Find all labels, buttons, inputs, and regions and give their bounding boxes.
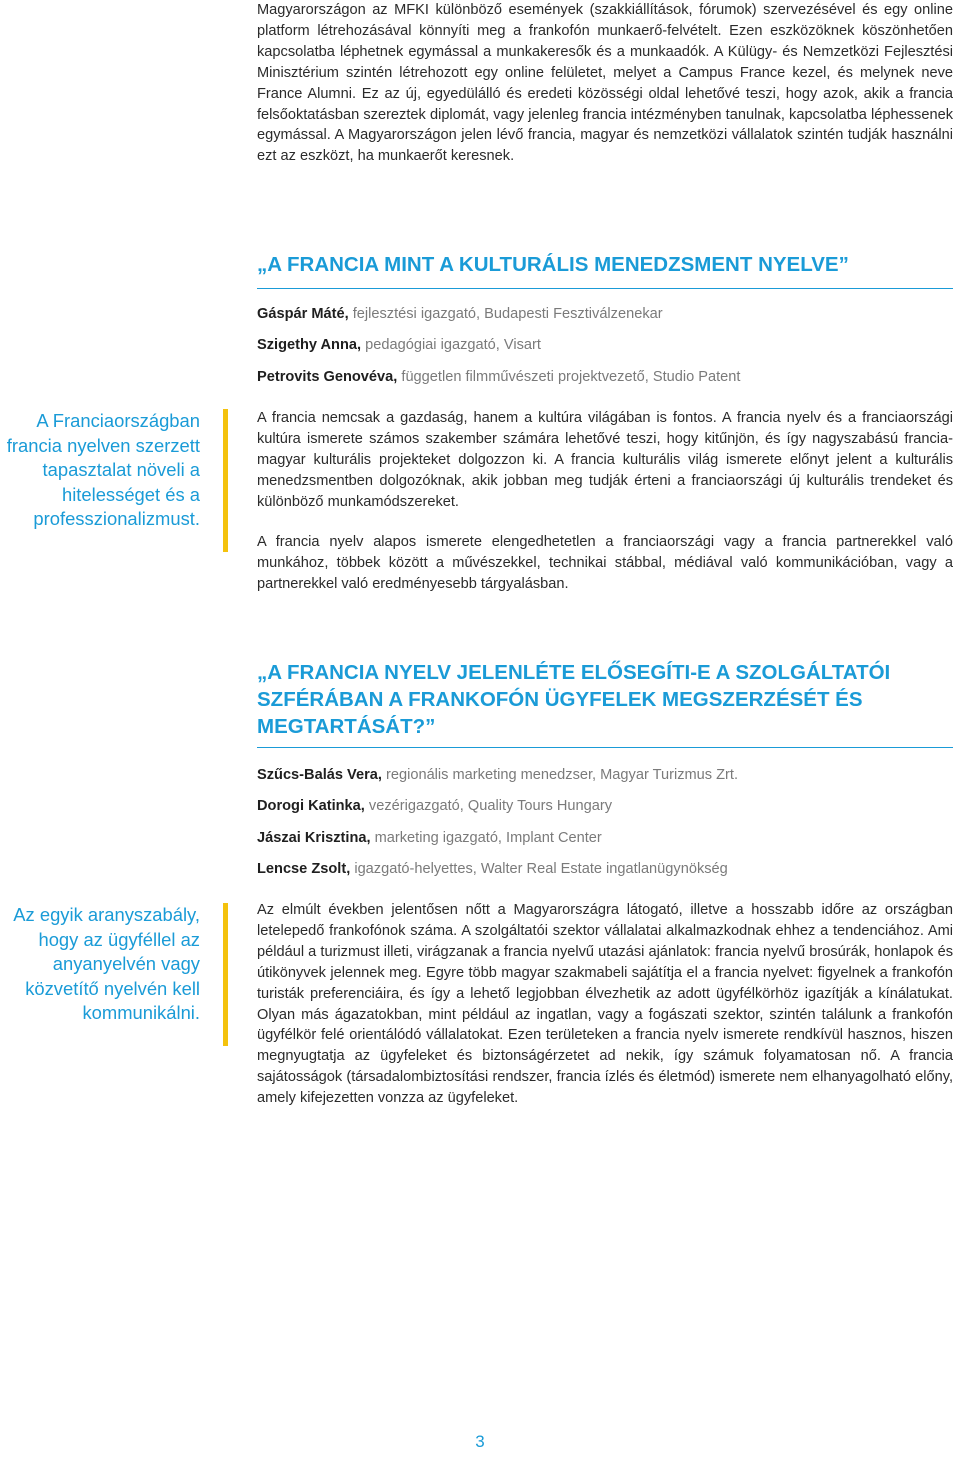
- speaker-line: [257, 335, 953, 355]
- speaker-name: Szűcs-Balás Vera,: [257, 767, 382, 783]
- speaker-name: Dorogi Katinka,: [257, 798, 365, 814]
- section-heading: „A FRANCIA MINT A KULTURÁLIS MENEDZSMENT NYELVE”: [257, 253, 849, 276]
- quote-bar: [223, 903, 228, 1046]
- speaker-role: független filmművészeti projektvezető, Studio Patent: [401, 369, 741, 385]
- speaker-role: regionális marketing menedzser, Magyar Turizmus Zrt.: [386, 767, 738, 783]
- speaker-line: [257, 828, 953, 848]
- speaker-role: fejlesztési igazgató, Budapesti Fesztiválzenekar: [352, 306, 663, 322]
- speaker-role: igazgató-helyettes, Walter Real Estate ingatlanügynökség: [354, 861, 728, 877]
- speaker-role: pedagógiai igazgató, Visart: [365, 337, 541, 353]
- speaker-name: Gáspár Máté,: [257, 306, 349, 322]
- body-paragraph: A francia nyelv alapos ismerete elengedhetetlen a franciaországi vagy a francia partnerekkel való munkához, többek között a művészekkel, technikai stábbal, médiával való kommunikációban, vagy a partnerekkel való eredményesebb tárgyalásban.: [257, 534, 953, 592]
- intro-paragraph: Magyarországon az MFKI különböző események (szakkiállítások, fórumok) szervezésével és egy online platform létrehozásával könnyíti meg a frankofón munkaerő-felvételt. Ezen eszközöknek köszönhetően kapcsolatba léphetnek egymással a munkakeresők és a munkaadók. A Külügy- és Nemzetközi Fejlesztési Minisztérium szintén létrehozott egy online felületet, melyet a Campus France kezel, és melynek neve France Alumni. Ez az új, egyedülálló és eredeti közösségi oldal lehetővé teszi, hogy azok, akik a francia felsőoktatásban szereztek diplomát, vagy jelenleg francia intézményben tanulnak, kapcsolatba léphessenek egymással. A Magyarországon jelen lévő francia, magyar és nemzetközi vállalatok szintén tudják használni ezt az eszközt, ha munkaerőt keresnek.: [257, 2, 953, 165]
- speaker-name: Jászai Krisztina,: [257, 830, 371, 846]
- heading-underline: [257, 747, 953, 748]
- body-paragraph: A francia nemcsak a gazdaság, hanem a kultúra világában is fontos. A francia nyelv és a franciaországi kultúra ismerete számos szakember számára lehetővé teszi, hogy kitűnjön, és így nagyszabású francia-magyar kulturális projekteket dolgozzon ki. A francia kulturális világ ismerete előnyt jelent a kulturális menedzsmentben dolgozóknak, akik jobban meg tudják érteni a franciaországi új kulturális trendeket és különböző munkamódszereket.: [257, 410, 953, 510]
- speaker-line: [257, 367, 953, 387]
- section-heading: „A FRANCIA NYELV JELENLÉTE ELŐSEGÍTI-E A SZOLGÁLTATÓI SZFÉRÁBAN A FRANKOFÓN ÜGYFELEK MEGSZERZÉSÉT ÉS MEGTARTÁSÁT?”: [257, 661, 891, 738]
- body-paragraph: Az elmúlt években jelentősen nőtt a Magyarországra látogató, illetve a hosszabb időre az országban letelepedő frankofónok száma. A szolgáltatói szektor vállalatai alkalmazkodnak ehhez a tendenciához. Ami például a turizmust illeti, virágzanak a francia nyelvű utazási ajánlatok: francia nyelvű brosúrák, honlapok és útikönyvek jelennek meg. Egyre több magyar szakmabeli sajátítja el a francia nyelvet: figyelnek a frankofón turisták preferenciáira, és így a lehető legjobban élvezhetik az adott ügyfélkörhöz igazítják a kínálatukat. Olyan más ágazatokban, mint például az ingatlan, vagy a fogászati szektor, szintén találunk a frankofón ügyfélkör felé orientálódó vállalatokat. Ezen területeken a francia nyelv ismerete rendkívül hasznos, hiszen megnyugtatja az ügyfeleket és biztonságérzetet ad nekik, így számuk folyamatosan nő. A francia sajátosságok (társadalombiztosítási rendszer, francia ízlés és életmód) ismerete nem elhanyagolható előny, amely kifejezetten vonzza az ügyfeleket.: [257, 902, 953, 1107]
- speaker-name: Szigethy Anna,: [257, 337, 362, 353]
- speaker-line: [257, 859, 953, 879]
- speaker-line: [257, 796, 953, 816]
- pull-quote: A Franciaországban francia nyelven szerzett tapasztalat növeli a hitelességet és a professzionalizmust.: [6, 410, 200, 529]
- speaker-line: [257, 304, 953, 324]
- speaker-name: Petrovits Genovéva,: [257, 369, 398, 385]
- speaker-name: Lencse Zsolt,: [257, 861, 351, 877]
- speaker-role: marketing igazgató, Implant Center: [374, 830, 602, 846]
- speaker-role: vezérigazgató, Quality Tours Hungary: [368, 798, 612, 814]
- heading-underline: [257, 288, 953, 289]
- quote-bar: [223, 409, 228, 552]
- page-number: 3: [475, 1432, 485, 1451]
- speaker-line: [257, 765, 953, 785]
- pull-quote: Az egyik aranyszabály, hogy az ügyféllel az anyanyelvén vagy közvetítő nyelvén kell kommunikálni.: [13, 904, 200, 1023]
